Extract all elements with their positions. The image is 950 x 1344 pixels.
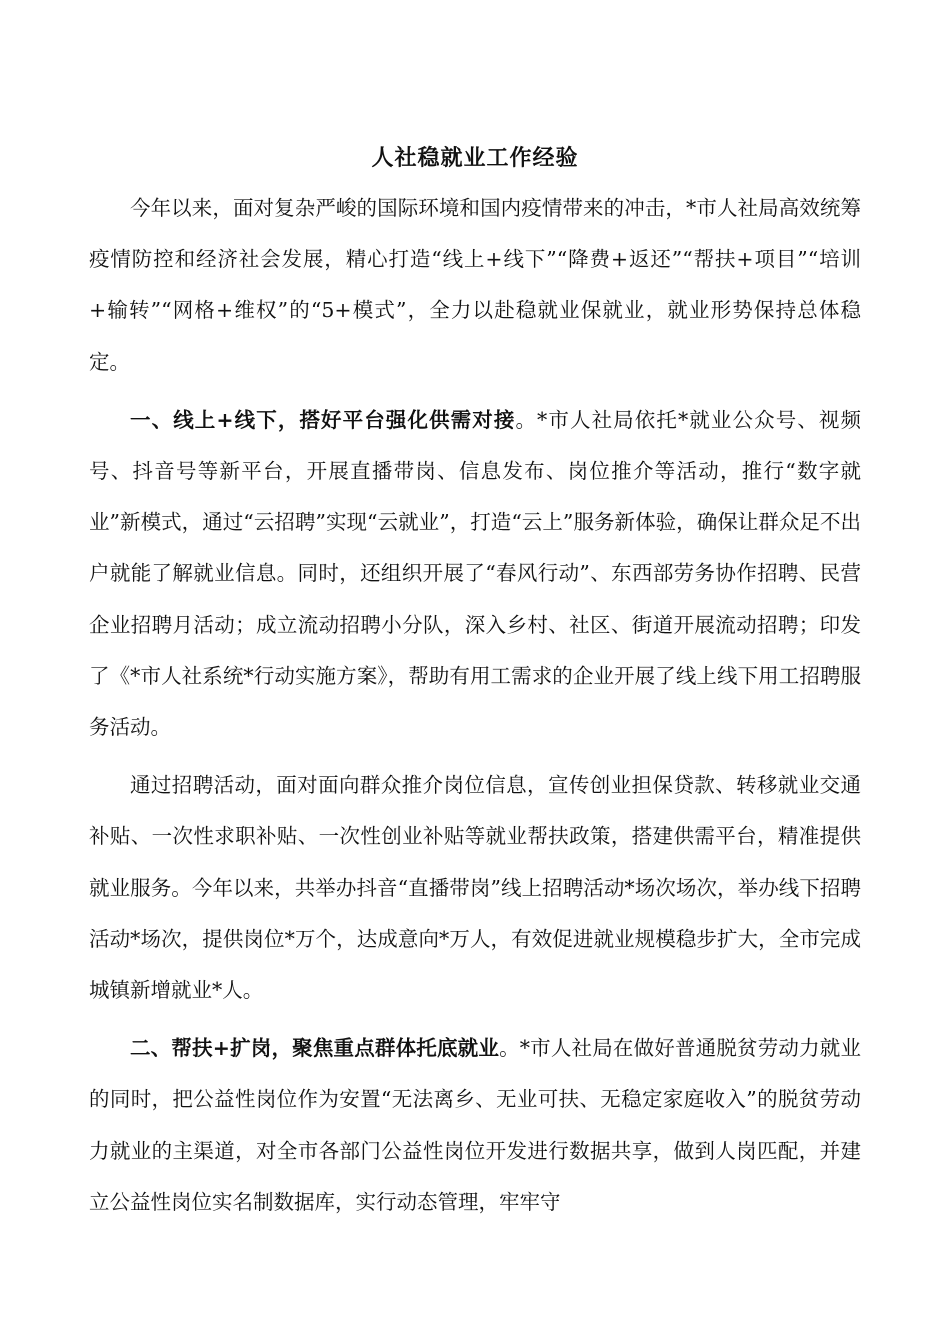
paragraph-recruitment: [89, 760, 861, 1016]
section-heading: 二、帮扶+扩岗，聚焦重点群体托底就业: [130, 1036, 500, 1061]
paragraph-section-1: [89, 395, 861, 753]
paragraph-intro: [89, 183, 861, 388]
paragraph-text: 。*市人社局依托*就业公众号、视频号、抖音号等新平台，开展直播带岗、信息发布、岗位推介等活动，推行“数字就业”新模式，通过“云招聘”实现“云就业”，打造“云上”服务新体验，确保让群众足不出户就能了解就业信息。同时，还组织开展了“春风行动”、东西部劳务协作招聘、民营企业招聘月活动；成立流动招聘小分队，深入乡村、社区、街道开展流动招聘；印发了《*市人社系统*行动实施方案》，帮助有用工需求的企业开展了线上线下用工招聘服务活动。: [89, 407, 861, 740]
section-heading: 一、线上+线下，搭好平台强化供需对接: [130, 407, 516, 432]
paragraph-text: 。*市人社局在做好普通脱贫劳动力就业的同时，把公益性岗位作为安置“无法离乡、无业可扶、无稳定家庭收入”的脱贫劳动力就业的主渠道，对全市各部门公益性岗位开发进行数据共享，做到人岗匹配，并建立公益性岗位实名制数据库，实行动态管理，牢牢守: [89, 1036, 861, 1214]
paragraph-text: 今年以来，面对复杂严峻的国际环境和国内疫情带来的冲击，*市人社局高效统筹疫情防控和经济社会发展，精心打造“线上+线下”“降费+返还”“帮扶+项目”“培训+输转”“网格+维权”的“5+模式”，全力以赴稳就业保就业，就业形势保持总体稳定。: [89, 196, 861, 374]
paragraph-section-2: [89, 1023, 861, 1228]
paragraph-text: 通过招聘活动，面对面向群众推介岗位信息，宣传创业担保贷款、转移就业交通补贴、一次性求职补贴、一次性创业补贴等就业帮扶政策，搭建供需平台，精准提供就业服务。今年以来，共举办抖音“直播带岗”线上招聘活动*场次场次，举办线下招聘活动*场次，提供岗位*万个，达成意向*万人，有效促进就业规模稳步扩大，全市完成城镇新增就业*人。: [89, 773, 861, 1003]
document-title: 人社稳就业工作经验: [371, 145, 579, 171]
